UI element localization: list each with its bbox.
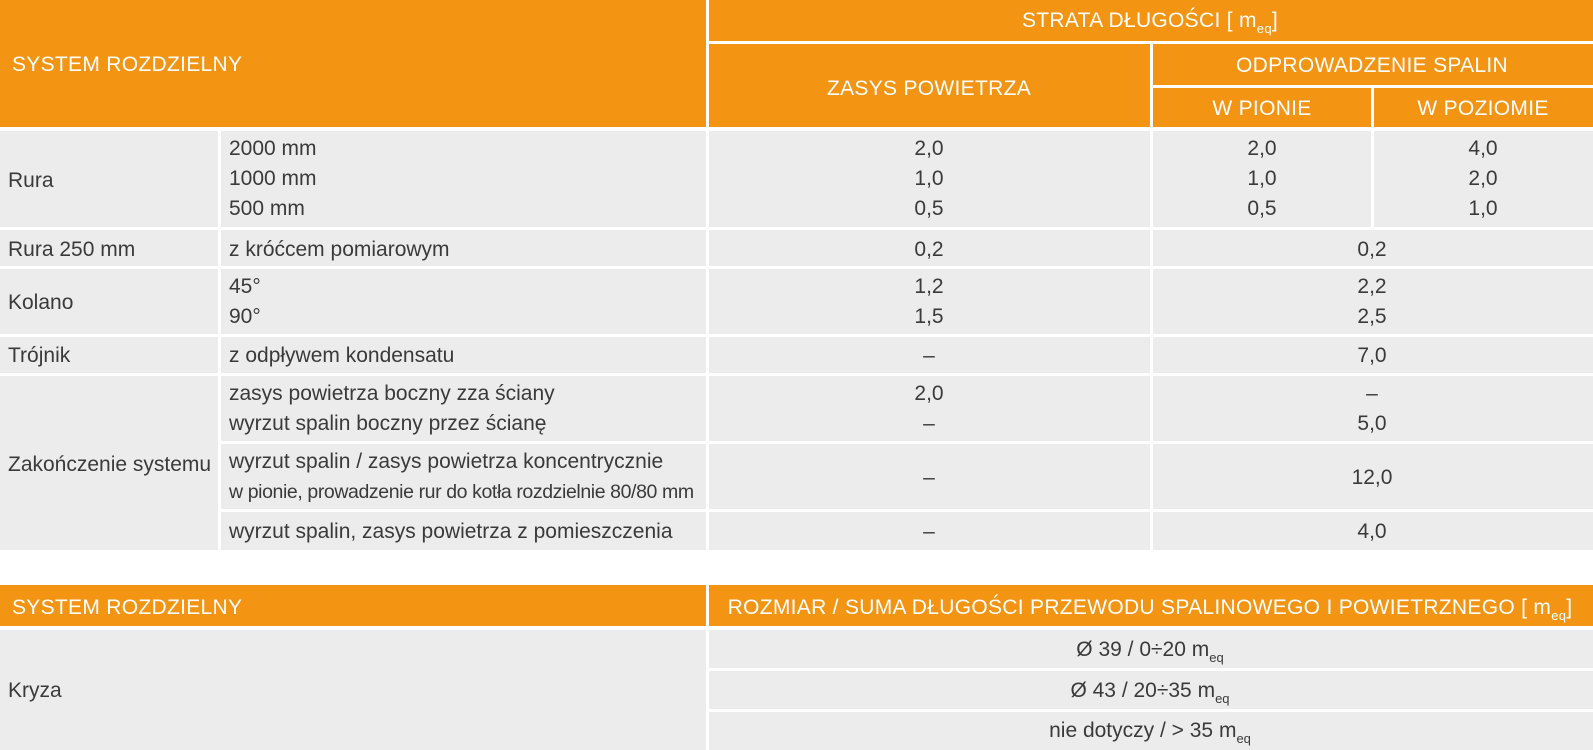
kryza-label: Kryza bbox=[8, 679, 62, 702]
zakonczenie-sub2-desc bbox=[229, 447, 694, 507]
description-line: w pionie, prowadzenie rur do kotła rozdzielnie 80/80 mm bbox=[229, 481, 694, 503]
kolano-angle: 90° bbox=[229, 305, 261, 328]
zakonczenie-sub3-spaliny: 4,0 bbox=[1357, 520, 1387, 543]
value: 5,0 bbox=[1357, 412, 1387, 435]
kryza-row-sub: eq bbox=[1215, 691, 1230, 706]
kryza-row-text: Ø 43 / 20÷35 m bbox=[1070, 679, 1216, 702]
value: 4,0 bbox=[1468, 137, 1498, 160]
row-rura-zasys bbox=[914, 134, 943, 224]
value: 2,2 bbox=[1357, 275, 1387, 298]
row-rura-pion bbox=[1247, 134, 1276, 224]
table1-header-poziomie: W POZIOMIE bbox=[1417, 97, 1549, 120]
value: 1,0 bbox=[1247, 167, 1277, 190]
strata-sub: eq bbox=[1256, 21, 1272, 36]
zakonczenie-sub2-zasys: – bbox=[923, 466, 935, 489]
zakonczenie-sub1-spaliny bbox=[1357, 379, 1386, 439]
kryza-row-3 bbox=[1049, 719, 1251, 746]
rura-size: 1000 mm bbox=[229, 167, 317, 190]
zakonczenie-sub1-zasys bbox=[914, 379, 943, 439]
rozmiar-label: ROZMIAR / SUMA DŁUGOŚCI PRZEWODU SPALINOWEGO I POWIETRZNEGO [ m bbox=[727, 596, 1552, 619]
row-trojnik-desc: z odpływem kondensatu bbox=[229, 344, 455, 367]
row-trojnik-label: Trójnik bbox=[8, 344, 71, 367]
row-kolano-spaliny bbox=[1357, 272, 1386, 332]
value: – bbox=[1366, 382, 1378, 405]
kryza-row-1 bbox=[1076, 638, 1224, 665]
zakonczenie-sub1-desc bbox=[229, 379, 555, 439]
value: 2,0 bbox=[1468, 167, 1498, 190]
table2-header-system: SYSTEM ROZDZIELNY bbox=[12, 596, 243, 619]
description-line: wyrzut spalin boczny przez ścianę bbox=[229, 412, 547, 435]
value: 0,5 bbox=[1247, 197, 1277, 220]
row-rura-sizes bbox=[229, 134, 317, 224]
row-kolano-label: Kolano bbox=[8, 291, 74, 314]
value: 1,5 bbox=[914, 305, 944, 328]
rura-size: 500 mm bbox=[229, 197, 305, 220]
row-rura-poziom bbox=[1468, 134, 1497, 224]
description-line: zasys powietrza boczny zza ściany bbox=[229, 382, 555, 405]
row-kolano-angle-cell bbox=[221, 269, 706, 334]
row-kolano-zasys bbox=[914, 272, 943, 332]
kryza-row-2 bbox=[1070, 679, 1230, 706]
table1-header-zasys: ZASYS POWIETRZA bbox=[826, 77, 1032, 100]
zakonczenie-sub3-zasys: – bbox=[923, 520, 935, 543]
value: 1,2 bbox=[914, 275, 944, 298]
table1-header-system: SYSTEM ROZDZIELNY bbox=[12, 53, 243, 76]
row-trojnik-spaliny: 7,0 bbox=[1357, 344, 1387, 367]
table2-header-rozmiar bbox=[727, 596, 1573, 623]
row-zakonczenie-label: Zakończenie systemu bbox=[8, 453, 212, 476]
row-trojnik-zasys: – bbox=[923, 344, 935, 367]
kryza-row-sub: eq bbox=[1236, 731, 1251, 746]
description-line: wyrzut spalin / zasys powietrza koncentrycznie bbox=[229, 450, 664, 473]
value: 2,5 bbox=[1357, 305, 1387, 328]
row-rura250-spaliny: 0,2 bbox=[1357, 238, 1387, 261]
rura-size: 2000 mm bbox=[229, 137, 317, 160]
row-rura250-label: Rura 250 mm bbox=[8, 238, 136, 261]
table1-header-pionie: W PIONIE bbox=[1212, 97, 1312, 120]
value: 1,0 bbox=[914, 167, 944, 190]
kryza-row-text: nie dotyczy / > 35 m bbox=[1049, 719, 1237, 742]
row-rura250-desc: z króćcem pomiarowym bbox=[229, 238, 450, 261]
value: 1,0 bbox=[1468, 197, 1498, 220]
kolano-angle: 45° bbox=[229, 275, 261, 298]
value: 0,5 bbox=[914, 197, 944, 220]
rozmiar-sub: eq bbox=[1551, 608, 1567, 623]
value: 2,0 bbox=[1247, 137, 1277, 160]
row-rura250-zasys: 0,2 bbox=[914, 238, 944, 261]
row-kolano-angles bbox=[229, 272, 261, 332]
table1-header-odprowadzenie: ODPROWADZENIE SPALIN bbox=[1235, 54, 1509, 77]
kryza-row-text: Ø 39 / 0÷20 m bbox=[1076, 638, 1210, 661]
rozmiar-close: ] bbox=[1566, 596, 1573, 619]
kryza-row-sub: eq bbox=[1209, 650, 1224, 665]
value: 2,0 bbox=[914, 137, 944, 160]
strata-label: STRATA DŁUGOŚCI [ m bbox=[1022, 9, 1257, 32]
zakonczenie-sub3-desc: wyrzut spalin, zasys powietrza z pomieszczenia bbox=[229, 520, 673, 543]
strata-close: ] bbox=[1271, 9, 1278, 32]
value: 2,0 bbox=[914, 382, 944, 405]
row-rura-label: Rura bbox=[8, 169, 54, 192]
value: – bbox=[923, 412, 935, 435]
kryza-label-cell bbox=[0, 630, 706, 750]
table1-header-strata bbox=[1022, 9, 1278, 36]
zakonczenie-sub2-spaliny: 12,0 bbox=[1351, 466, 1393, 489]
